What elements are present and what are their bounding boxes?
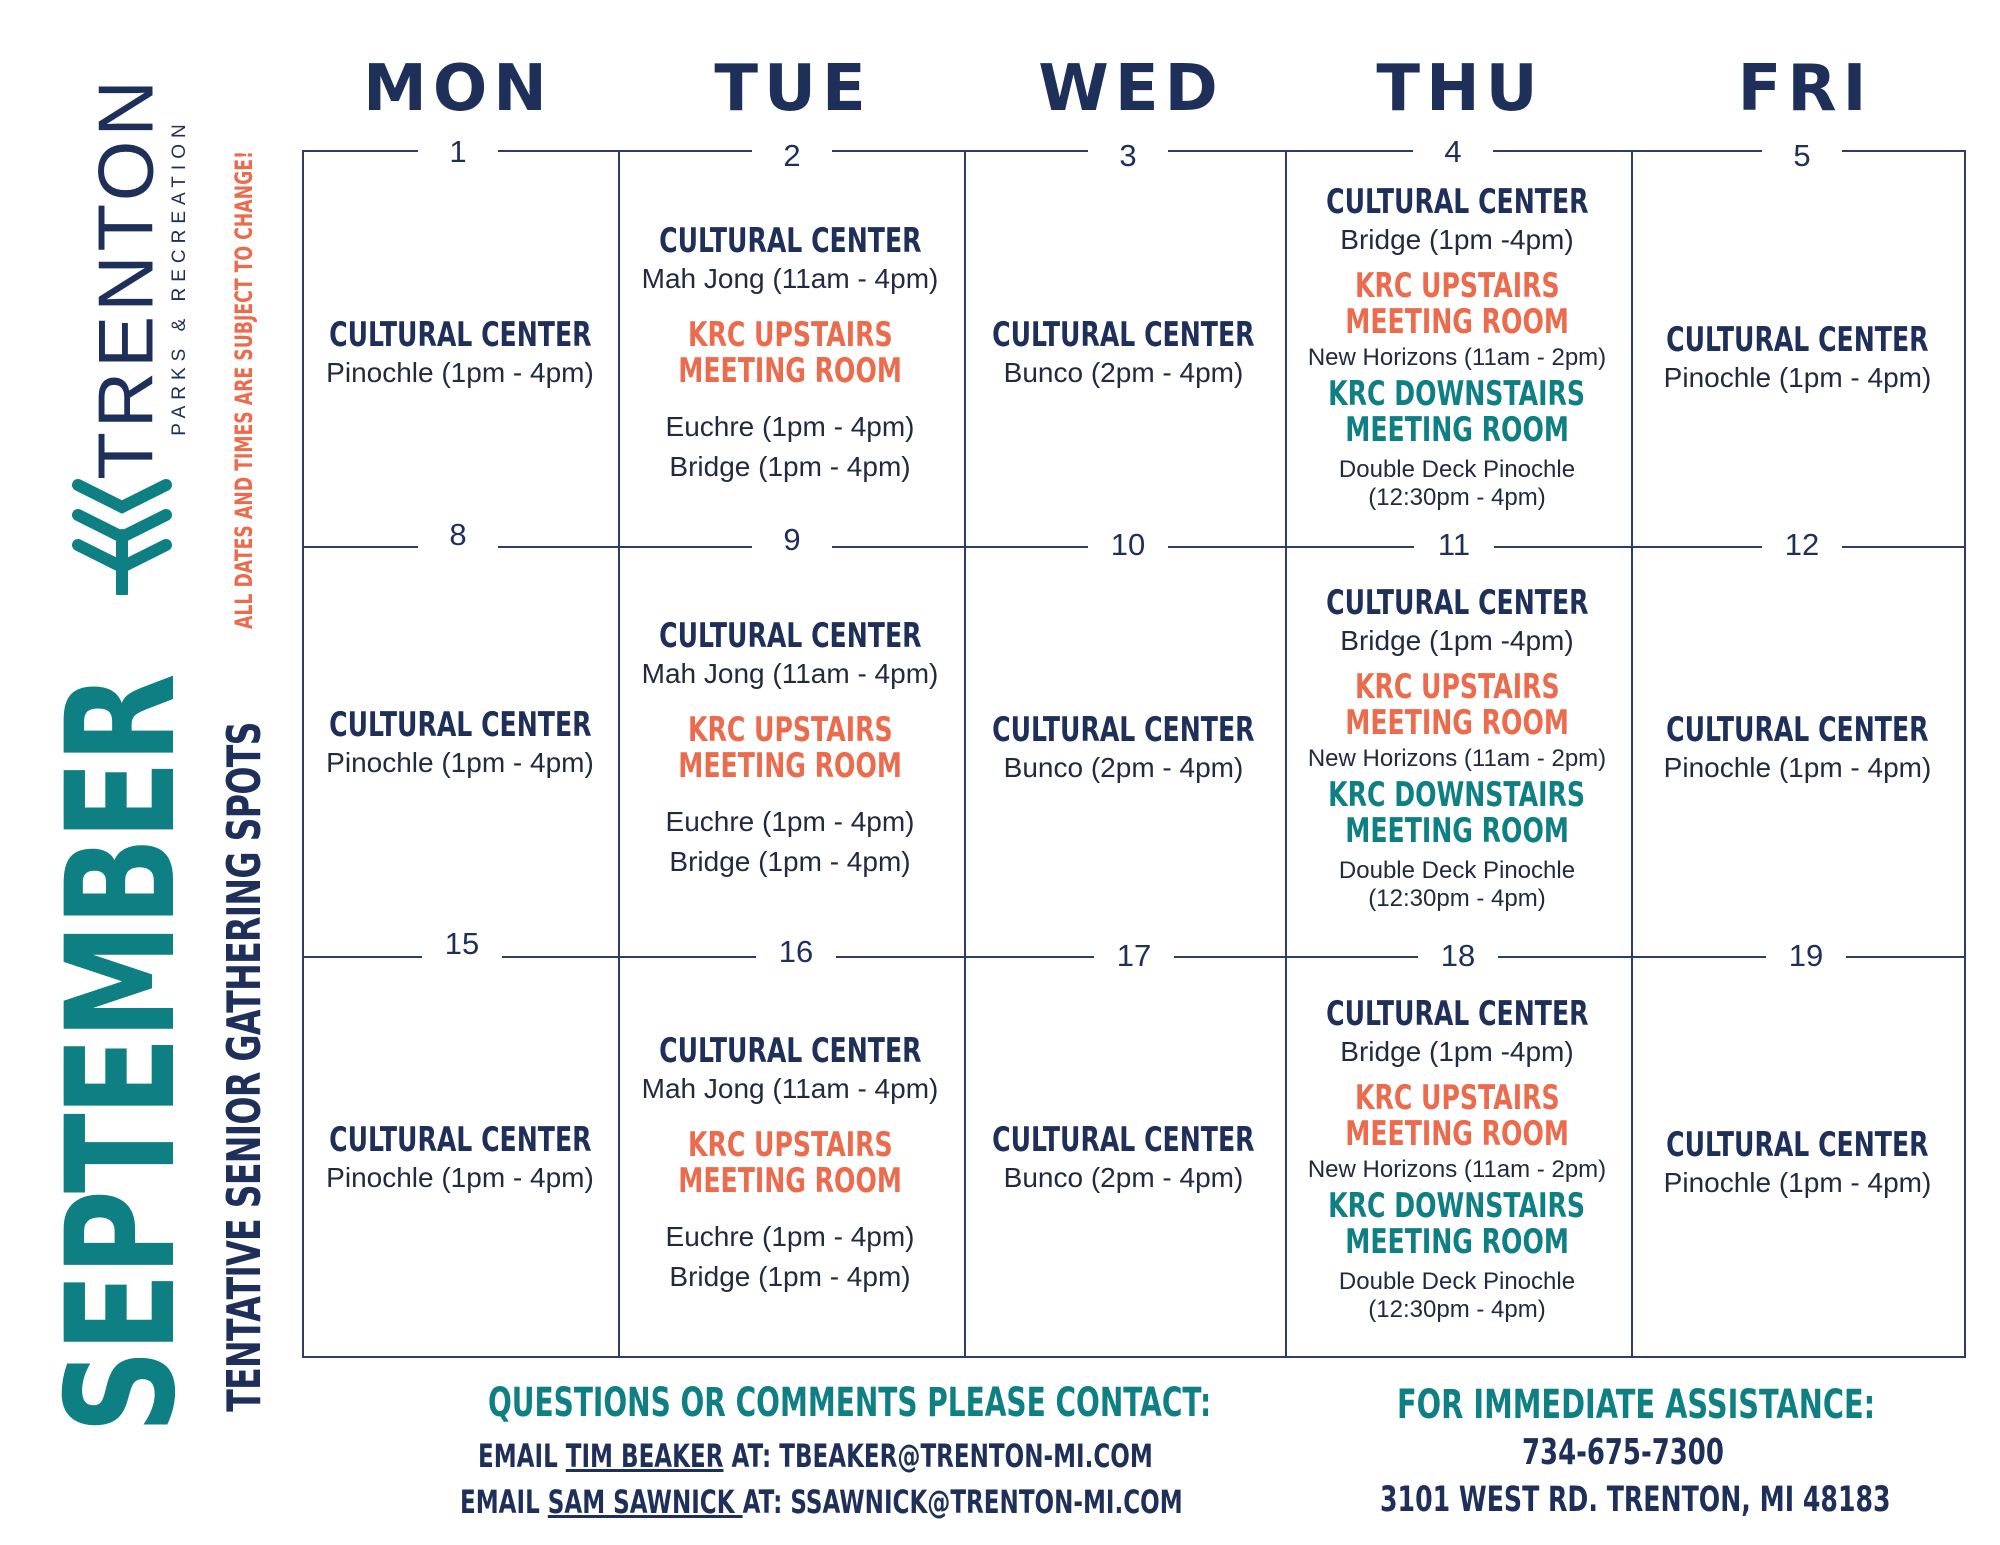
date-number: 5 bbox=[1762, 138, 1842, 174]
venue-name: MEETING ROOM bbox=[1345, 703, 1569, 743]
venue-name: MEETING ROOM bbox=[678, 746, 902, 786]
contact-name-link[interactable]: TIM BEAKER bbox=[565, 1437, 724, 1475]
activity: Bridge (1pm - 4pm) bbox=[669, 1261, 911, 1292]
venue-name: CULTURAL CENTER bbox=[1325, 583, 1589, 623]
activity: Euchre (1pm - 4pm) bbox=[665, 1221, 915, 1252]
day-header-tue: TUE bbox=[714, 52, 872, 126]
venue-name: CULTURAL CENTER bbox=[328, 315, 592, 355]
date-number: 11 bbox=[1414, 527, 1494, 563]
date-number: 18 bbox=[1418, 938, 1498, 974]
activity: Pinochle (1pm - 4pm) bbox=[326, 1162, 594, 1193]
activity: New Horizons (11am - 2pm) bbox=[1307, 1156, 1607, 1183]
address: 3101 WEST RD. TRENTON, MI 48183 bbox=[1380, 1480, 1891, 1520]
venue-name: CULTURAL CENTER bbox=[1666, 320, 1929, 360]
venue-name: KRC DOWNSTAIRS bbox=[1328, 374, 1586, 414]
activity: Pinochle (1pm - 4pm) bbox=[326, 747, 594, 778]
contact-prefix: EMAIL bbox=[460, 1483, 548, 1521]
venue-name: CULTURAL CENTER bbox=[328, 1120, 592, 1160]
contact-email[interactable]: AT: TBEAKER@TRENTON-MI.COM bbox=[723, 1437, 1153, 1475]
venue-name: CULTURAL CENTER bbox=[658, 616, 922, 656]
activity: Bridge (1pm - 4pm) bbox=[669, 846, 911, 877]
calendar-cell-fri bbox=[1631, 560, 1964, 940]
venue-name: KRC DOWNSTAIRS bbox=[1328, 1186, 1586, 1226]
calendar-cell-fri bbox=[1631, 170, 1964, 550]
calendar-cell-thu bbox=[1285, 567, 1629, 931]
activity: Euchre (1pm - 4pm) bbox=[665, 411, 915, 442]
contact-prefix: EMAIL bbox=[478, 1437, 566, 1475]
activity: Double Deck Pinochle bbox=[1338, 1268, 1576, 1295]
disclaimer-text: ALL DATES AND TIMES ARE SUBJECT TO CHANGE! bbox=[230, 151, 258, 629]
activity: Mah Jong (11am - 4pm) bbox=[641, 1073, 939, 1104]
phone-number[interactable]: 734-675-7300 bbox=[1522, 1432, 1724, 1473]
venue-name: KRC UPSTAIRS bbox=[1354, 667, 1560, 707]
date-number: 16 bbox=[756, 934, 836, 970]
brand-name: TRENTON bbox=[81, 76, 170, 480]
contact-email[interactable]: AT: SSAWNICK@TRENTON-MI.COM bbox=[742, 1483, 1183, 1521]
venue-name: CULTURAL CENTER bbox=[328, 705, 592, 745]
calendar-cell-thu bbox=[1285, 166, 1629, 530]
assistance-heading: FOR IMMEDIATE ASSISTANCE: bbox=[1397, 1382, 1876, 1428]
contact-line-2 bbox=[460, 1483, 1183, 1521]
contact-name-link[interactable]: SAM SAWNICK bbox=[547, 1483, 743, 1521]
venue-name: KRC UPSTAIRS bbox=[687, 710, 893, 750]
calendar-cell-mon bbox=[304, 170, 616, 540]
day-header-thu: THU bbox=[1376, 52, 1544, 126]
date-number: 10 bbox=[1088, 527, 1168, 563]
calendar-cell-thu bbox=[1285, 978, 1629, 1342]
activity: Bridge (1pm -4pm) bbox=[1340, 625, 1574, 656]
venue-name: CULTURAL CENTER bbox=[992, 315, 1255, 355]
contact-heading: QUESTIONS OR COMMENTS PLEASE CONTACT: bbox=[488, 1380, 1212, 1426]
date-number: 9 bbox=[752, 522, 832, 558]
venue-name: KRC UPSTAIRS bbox=[687, 315, 893, 355]
month-title: SEPTEMBER bbox=[35, 676, 209, 1434]
activity: Pinochle (1pm - 4pm) bbox=[1663, 362, 1932, 393]
date-number: 1 bbox=[418, 134, 498, 170]
venue-name: CULTURAL CENTER bbox=[1666, 710, 1929, 750]
activity: (12:30pm - 4pm) bbox=[1368, 885, 1546, 912]
calendar-cell-tue bbox=[618, 980, 962, 1350]
venue-name: KRC UPSTAIRS bbox=[1354, 266, 1560, 306]
activity: (12:30pm - 4pm) bbox=[1368, 484, 1546, 511]
venue-name: KRC DOWNSTAIRS bbox=[1328, 775, 1586, 815]
day-header-fri: FRI bbox=[1737, 52, 1873, 126]
venue-name: MEETING ROOM bbox=[1345, 302, 1569, 342]
venue-name: MEETING ROOM bbox=[678, 351, 902, 391]
date-number: 15 bbox=[422, 926, 502, 962]
calendar-cell-wed bbox=[964, 560, 1283, 940]
activity: (12:30pm - 4pm) bbox=[1368, 1296, 1546, 1323]
venue-name: CULTURAL CENTER bbox=[658, 1031, 922, 1071]
calendar-cell-tue bbox=[618, 170, 962, 540]
activity: Bridge (1pm -4pm) bbox=[1340, 224, 1574, 255]
activity: Euchre (1pm - 4pm) bbox=[665, 806, 915, 837]
date-number: 2 bbox=[752, 138, 832, 174]
venue-name: KRC UPSTAIRS bbox=[687, 1125, 893, 1165]
venue-name: KRC UPSTAIRS bbox=[1354, 1078, 1560, 1118]
activity: Bunco (2pm - 4pm) bbox=[1003, 752, 1244, 783]
activity: Pinochle (1pm - 4pm) bbox=[1663, 1167, 1932, 1198]
page-subtitle: TENTATIVE SENIOR GATHERING SPOTS bbox=[217, 722, 271, 1412]
venue-name: CULTURAL CENTER bbox=[1325, 182, 1589, 222]
date-number: 3 bbox=[1088, 138, 1168, 174]
activity: Pinochle (1pm - 4pm) bbox=[1663, 752, 1932, 783]
venue-name: CULTURAL CENTER bbox=[658, 221, 922, 261]
venue-name: MEETING ROOM bbox=[1345, 1222, 1569, 1262]
activity: Mah Jong (11am - 4pm) bbox=[641, 658, 939, 689]
venue-name: MEETING ROOM bbox=[1345, 811, 1569, 851]
date-number: 12 bbox=[1762, 527, 1842, 563]
calendar-cell-wed bbox=[964, 970, 1283, 1350]
activity: Mah Jong (11am - 4pm) bbox=[641, 263, 939, 294]
activity: Double Deck Pinochle bbox=[1338, 456, 1576, 483]
venue-name: CULTURAL CENTER bbox=[1666, 1125, 1929, 1165]
venue-name: MEETING ROOM bbox=[1345, 1114, 1569, 1154]
activity: Bridge (1pm -4pm) bbox=[1340, 1036, 1574, 1067]
date-number: 19 bbox=[1766, 938, 1846, 974]
activity: Pinochle (1pm - 4pm) bbox=[326, 357, 594, 388]
contact-line-1 bbox=[478, 1437, 1153, 1475]
activity: Bridge (1pm - 4pm) bbox=[669, 451, 911, 482]
date-number: 17 bbox=[1094, 938, 1174, 974]
venue-name: CULTURAL CENTER bbox=[992, 710, 1255, 750]
venue-name: CULTURAL CENTER bbox=[1325, 994, 1589, 1034]
date-number: 8 bbox=[418, 517, 498, 553]
trenton-logo-icon bbox=[70, 475, 180, 595]
activity: Double Deck Pinochle bbox=[1338, 857, 1576, 884]
day-header-wed: WED bbox=[1038, 52, 1224, 126]
venue-name: CULTURAL CENTER bbox=[992, 1120, 1255, 1160]
calendar-cell-fri bbox=[1631, 970, 1964, 1360]
activity: Bunco (2pm - 4pm) bbox=[1003, 1162, 1244, 1193]
calendar-cell-wed bbox=[964, 170, 1283, 540]
date-number: 4 bbox=[1413, 134, 1493, 170]
calendar-cell-mon bbox=[304, 560, 616, 930]
activity: New Horizons (11am - 2pm) bbox=[1307, 344, 1607, 371]
venue-name: MEETING ROOM bbox=[1345, 410, 1569, 450]
venue-name: MEETING ROOM bbox=[678, 1161, 902, 1201]
activity: Bunco (2pm - 4pm) bbox=[1003, 357, 1244, 388]
calendar-cell-mon bbox=[304, 970, 616, 1350]
day-header-mon: MON bbox=[363, 52, 553, 126]
activity: New Horizons (11am - 2pm) bbox=[1307, 745, 1607, 772]
brand-tagline: PARKS & RECREATION bbox=[169, 118, 190, 436]
calendar-cell-tue bbox=[618, 560, 962, 940]
